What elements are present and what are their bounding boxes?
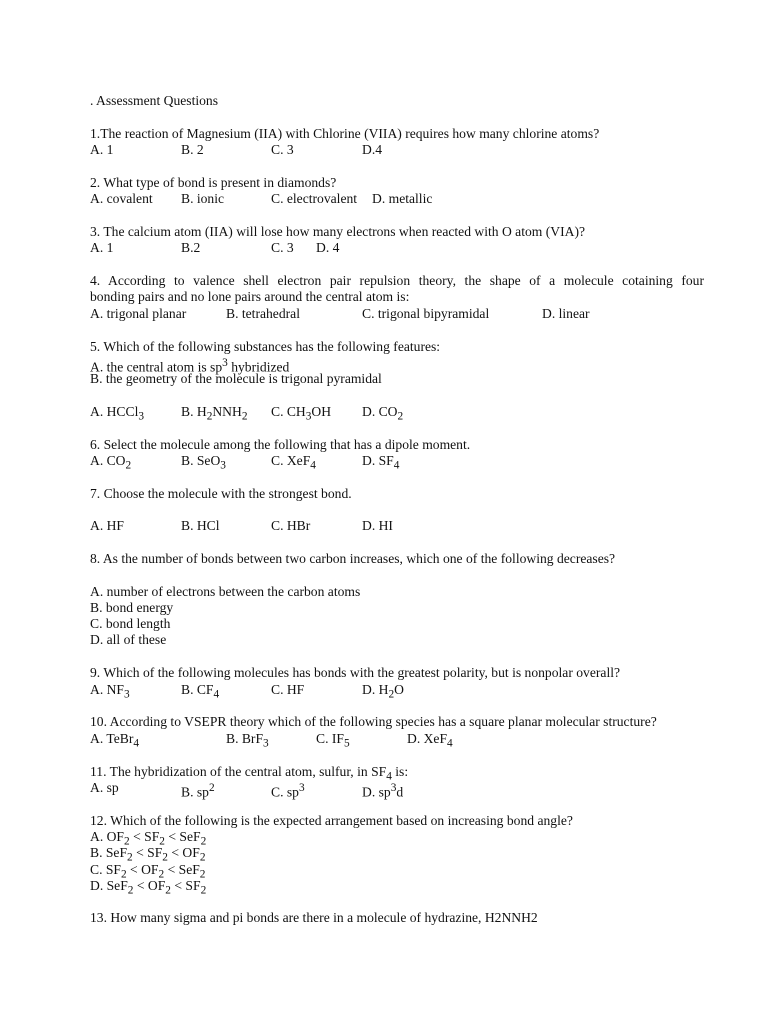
question-13: 13. How many sigma and pi bonds are there in a molecule of hydrazine, H2NNH2	[90, 910, 538, 925]
option-c: C. HF	[271, 682, 305, 697]
question-5-feature-a: A. the central atom is $sp^3$ hybridized	[90, 357, 290, 375]
option-c: C. $CH_3OH$	[271, 404, 332, 423]
option-d: D. XeF$_4$	[407, 731, 453, 750]
option-c: C. $sp^3$	[271, 782, 305, 800]
question-2: 2. What type of bond is present in diamonds?	[90, 175, 337, 190]
option-c: C. XeF$_4$	[271, 453, 316, 472]
question-6: 6. Select the molecule among the following that has a dipole moment.	[90, 437, 471, 452]
option-d: D. HI	[362, 518, 393, 533]
option-d: D. 4	[316, 240, 340, 255]
question-8-option-d: D. all of these	[90, 632, 167, 647]
question-1: 1.The reaction of Magnesium (IIA) with Chlorine (VIIA) requires how many chlorine atoms?	[90, 126, 600, 141]
option-b: B. $sp^2$	[181, 782, 215, 800]
option-b: B. $H_2NNH_2$	[181, 404, 248, 423]
option-a: A. HCCl$_3$	[90, 404, 145, 423]
option-a: A. 1	[90, 142, 114, 157]
option-b: B. tetrahedral	[226, 306, 300, 321]
question-8: 8. As the number of bonds between two carbon increases, which one of the following decreases?	[90, 551, 616, 566]
option-b: B. SeO$_3$	[181, 453, 226, 472]
option-d: D. $H_2O$	[362, 682, 404, 701]
option-c: C. HBr	[271, 518, 311, 533]
question-4-line-2: bonding pairs and no lone pairs around the central atom is:	[90, 289, 410, 304]
option-c: C. trigonal bipyramidal	[362, 306, 490, 321]
option-c: C. $IF_5$	[316, 731, 350, 750]
option-a: A. TeBr$_4$	[90, 731, 140, 750]
option-b: B. 2	[181, 142, 204, 157]
question-10: 10. According to VSEPR theory which of the following species has a square planar molecular structure?	[90, 714, 657, 729]
option-a: A. covalent	[90, 191, 153, 206]
section-heading: . Assessment Questions	[90, 93, 219, 108]
option-a: A. $CO_2$	[90, 453, 132, 472]
option-a: A. HF	[90, 518, 124, 533]
option-c: C. 3	[271, 142, 294, 157]
option-b: B. ionic	[181, 191, 225, 206]
option-c: C. 3	[271, 240, 294, 255]
option-a: A. $NF_3$	[90, 682, 130, 701]
question-12: 12. Which of the following is the expected arrangement based on increasing bond angle?	[90, 813, 573, 828]
option-c: C. electrovalent	[271, 191, 358, 206]
option-d: D.4	[362, 142, 383, 157]
question-3: 3. The calcium atom (IIA) will lose how many electrons when reacted with O atom (VIA)?	[90, 224, 586, 239]
option-d: D. linear	[542, 306, 590, 321]
question-12-option-a: A. $OF_2 < SF_2 < SeF_2$	[90, 829, 207, 848]
option-b: B.2	[181, 240, 201, 255]
option-d: D. $CO_2$	[362, 404, 404, 423]
question-5-feature-b: B. the geometry of the molecule is trigonal pyramidal	[90, 371, 382, 386]
option-d: D. $sp^3d$	[362, 782, 404, 800]
option-d: D. metallic	[372, 191, 433, 206]
question-8-option-c: C. bond length	[90, 616, 171, 631]
question-12-option-c: C. $SF_2 < OF_2 < SeF_2$	[90, 862, 206, 881]
option-a: A. trigonal planar	[90, 306, 187, 321]
question-12-option-d: D. $SeF_2 < OF_2 < SF_2$	[90, 878, 207, 897]
question-5: 5. Which of the following substances has the following features:	[90, 339, 441, 354]
question-12-option-b: B. $SeF_2 < SF_2 < OF_2$	[90, 845, 206, 864]
option-b: B. HCl	[181, 518, 220, 533]
question-7: 7. Choose the molecule with the strongest bond.	[90, 486, 352, 501]
question-9: 9. Which of the following molecules has bonds with the greatest polarity, but is nonpolar overall?	[90, 665, 621, 680]
question-4-line-1: 4. According to valence shell electron pair repulsion theory, the shape of a molecule cotaining four	[90, 273, 704, 288]
question-8-option-a: A. number of electrons between the carbon atoms	[90, 584, 361, 599]
question-8-option-b: B. bond energy	[90, 600, 174, 615]
option-a: A. sp	[90, 780, 119, 795]
option-b: B. BrF$_3$	[226, 731, 269, 750]
question-11: 11. The hybridization of the central atom, sulfur, in $SF_4$ is:	[90, 764, 409, 783]
option-d: D. $SF_4$	[362, 453, 400, 472]
option-a: A. 1	[90, 240, 114, 255]
option-b: B. $CF_4$	[181, 682, 220, 701]
